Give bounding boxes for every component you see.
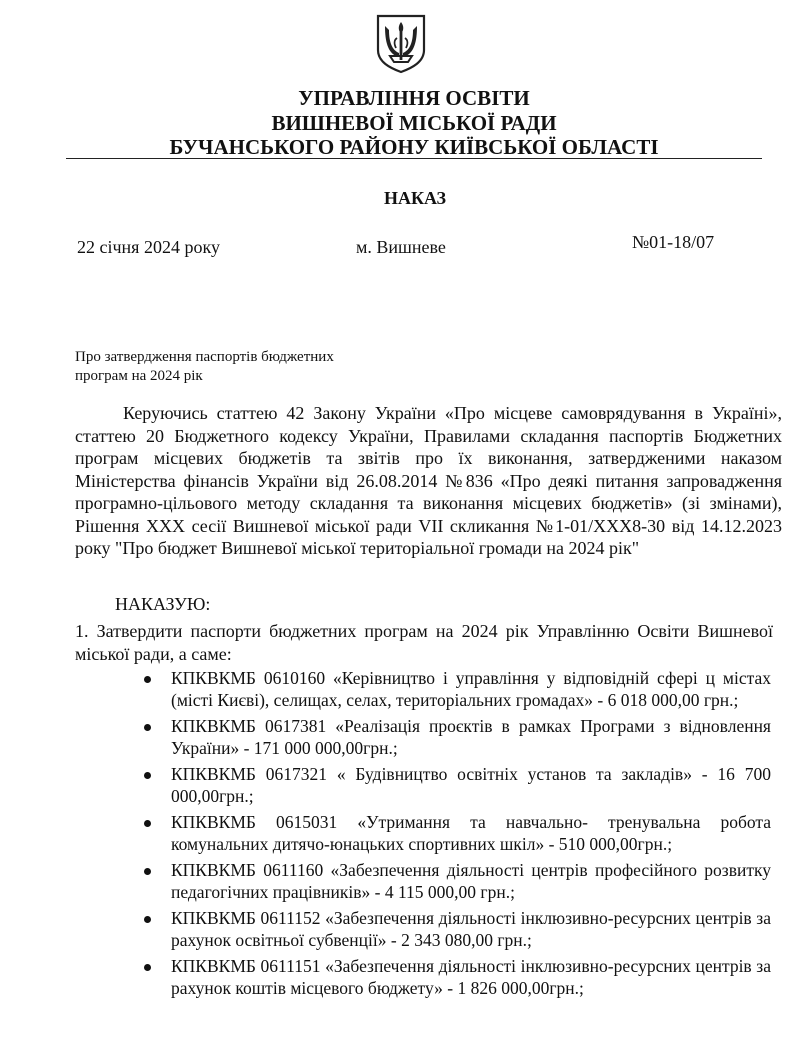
org-name-line-1: УПРАВЛІННЯ ОСВІТИ (298, 86, 530, 110)
bullet-icon (144, 916, 151, 923)
document-number: №01-18/07 (632, 232, 715, 252)
org-name-line-3: БУЧАНСЬКОГО РАЙОНУ КИЇВСЬКОЇ ОБЛАСТІ (169, 135, 659, 159)
order-subject-line-2: програм на 2024 рік (75, 368, 203, 384)
document-title: НАКАЗ (383, 188, 447, 208)
bullet-icon (144, 676, 151, 683)
bullet-icon (144, 772, 151, 779)
order-word: НАКАЗУЮ: (115, 594, 211, 614)
program-list-item: КПКВКМБ 0611151 «Забезпечення діяльності інклюзивно-ресурсних центрів за рахунок коштів місцевого бюджету» - 1 826 000,00грн.; (171, 956, 771, 999)
org-name-line-2: ВИШНЕВОЇ МІСЬКОЇ РАДИ (271, 111, 557, 135)
preamble-text: Керуючись статтею 42 Закону України «Про місцеве самоврядування в Україні», статтею 20 Бюджетного кодексу України, Правилами складання паспортів Бюджетних програм місцевих бюджетів та звітів про їх виконання, затвердженими наказом Міністерства фінансів України від 26.08.2014 №836 «Про деякі питання запровадження програмно-цільового методу складання та виконання місцевих бюджетів» (зі змінами), Рішення XXX сесії Вишневої міської ради VII скликання №1-01/XXX8-30 від 14.12.2023 року "Про бюджет Вишневої міської територіальної громади на 2024 рік" (75, 403, 782, 558)
program-list-item: КПКВКМБ 0611152 «Забезпечення діяльності інклюзивно-ресурсних центрів за рахунок освітньої субвенції» - 2 343 080,00 грн.; (171, 908, 771, 951)
order-subject-line-1: Про затвердження паспортів бюджетних (75, 349, 334, 365)
program-list-item: КПКВКМБ 0610160 «Керівництво і управління у відповідній сфері ц містах (місті Києві), селищах, селах, територіальних громадах» - 6 018 000,00 грн.; (171, 668, 771, 711)
ukraine-trident-emblem-icon (372, 12, 430, 74)
program-list-item: КПКВКМБ 0611160 «Забезпечення діяльності центрів професійного розвитку педагогічних працівників» - 4 115 000,00 грн.; (171, 860, 771, 903)
document-date: 22 січня 2024 року (77, 237, 220, 257)
program-list-item: КПКВКМБ 0615031 «Утримання та навчально- тренувальна робота комунальних дитячо-юнацьких спортивних шкіл» - 510 000,00грн.; (171, 812, 771, 855)
bullet-icon (144, 964, 151, 971)
program-list (171, 668, 771, 1004)
order-preamble (75, 402, 782, 560)
bullet-icon (144, 868, 151, 875)
bullet-icon (144, 724, 151, 731)
program-list-item: КПКВКМБ 0617381 «Реалізація проєктів в рамках Програми з відновлення України» - 171 000 000,00грн.; (171, 716, 771, 759)
program-list-item: КПКВКМБ 0617321 « Будівництво освітніх установ та закладів» - 16 700 000,00грн.; (171, 764, 771, 807)
bullet-icon (144, 820, 151, 827)
document-city: м. Вишневе (356, 237, 446, 257)
header-divider (66, 158, 762, 159)
order-item-1: 1. Затвердити паспорти бюджетних програм на 2024 рік Управлінню Освіти Вишневої міської ради, а саме: (75, 621, 773, 664)
order-subject (75, 348, 405, 386)
